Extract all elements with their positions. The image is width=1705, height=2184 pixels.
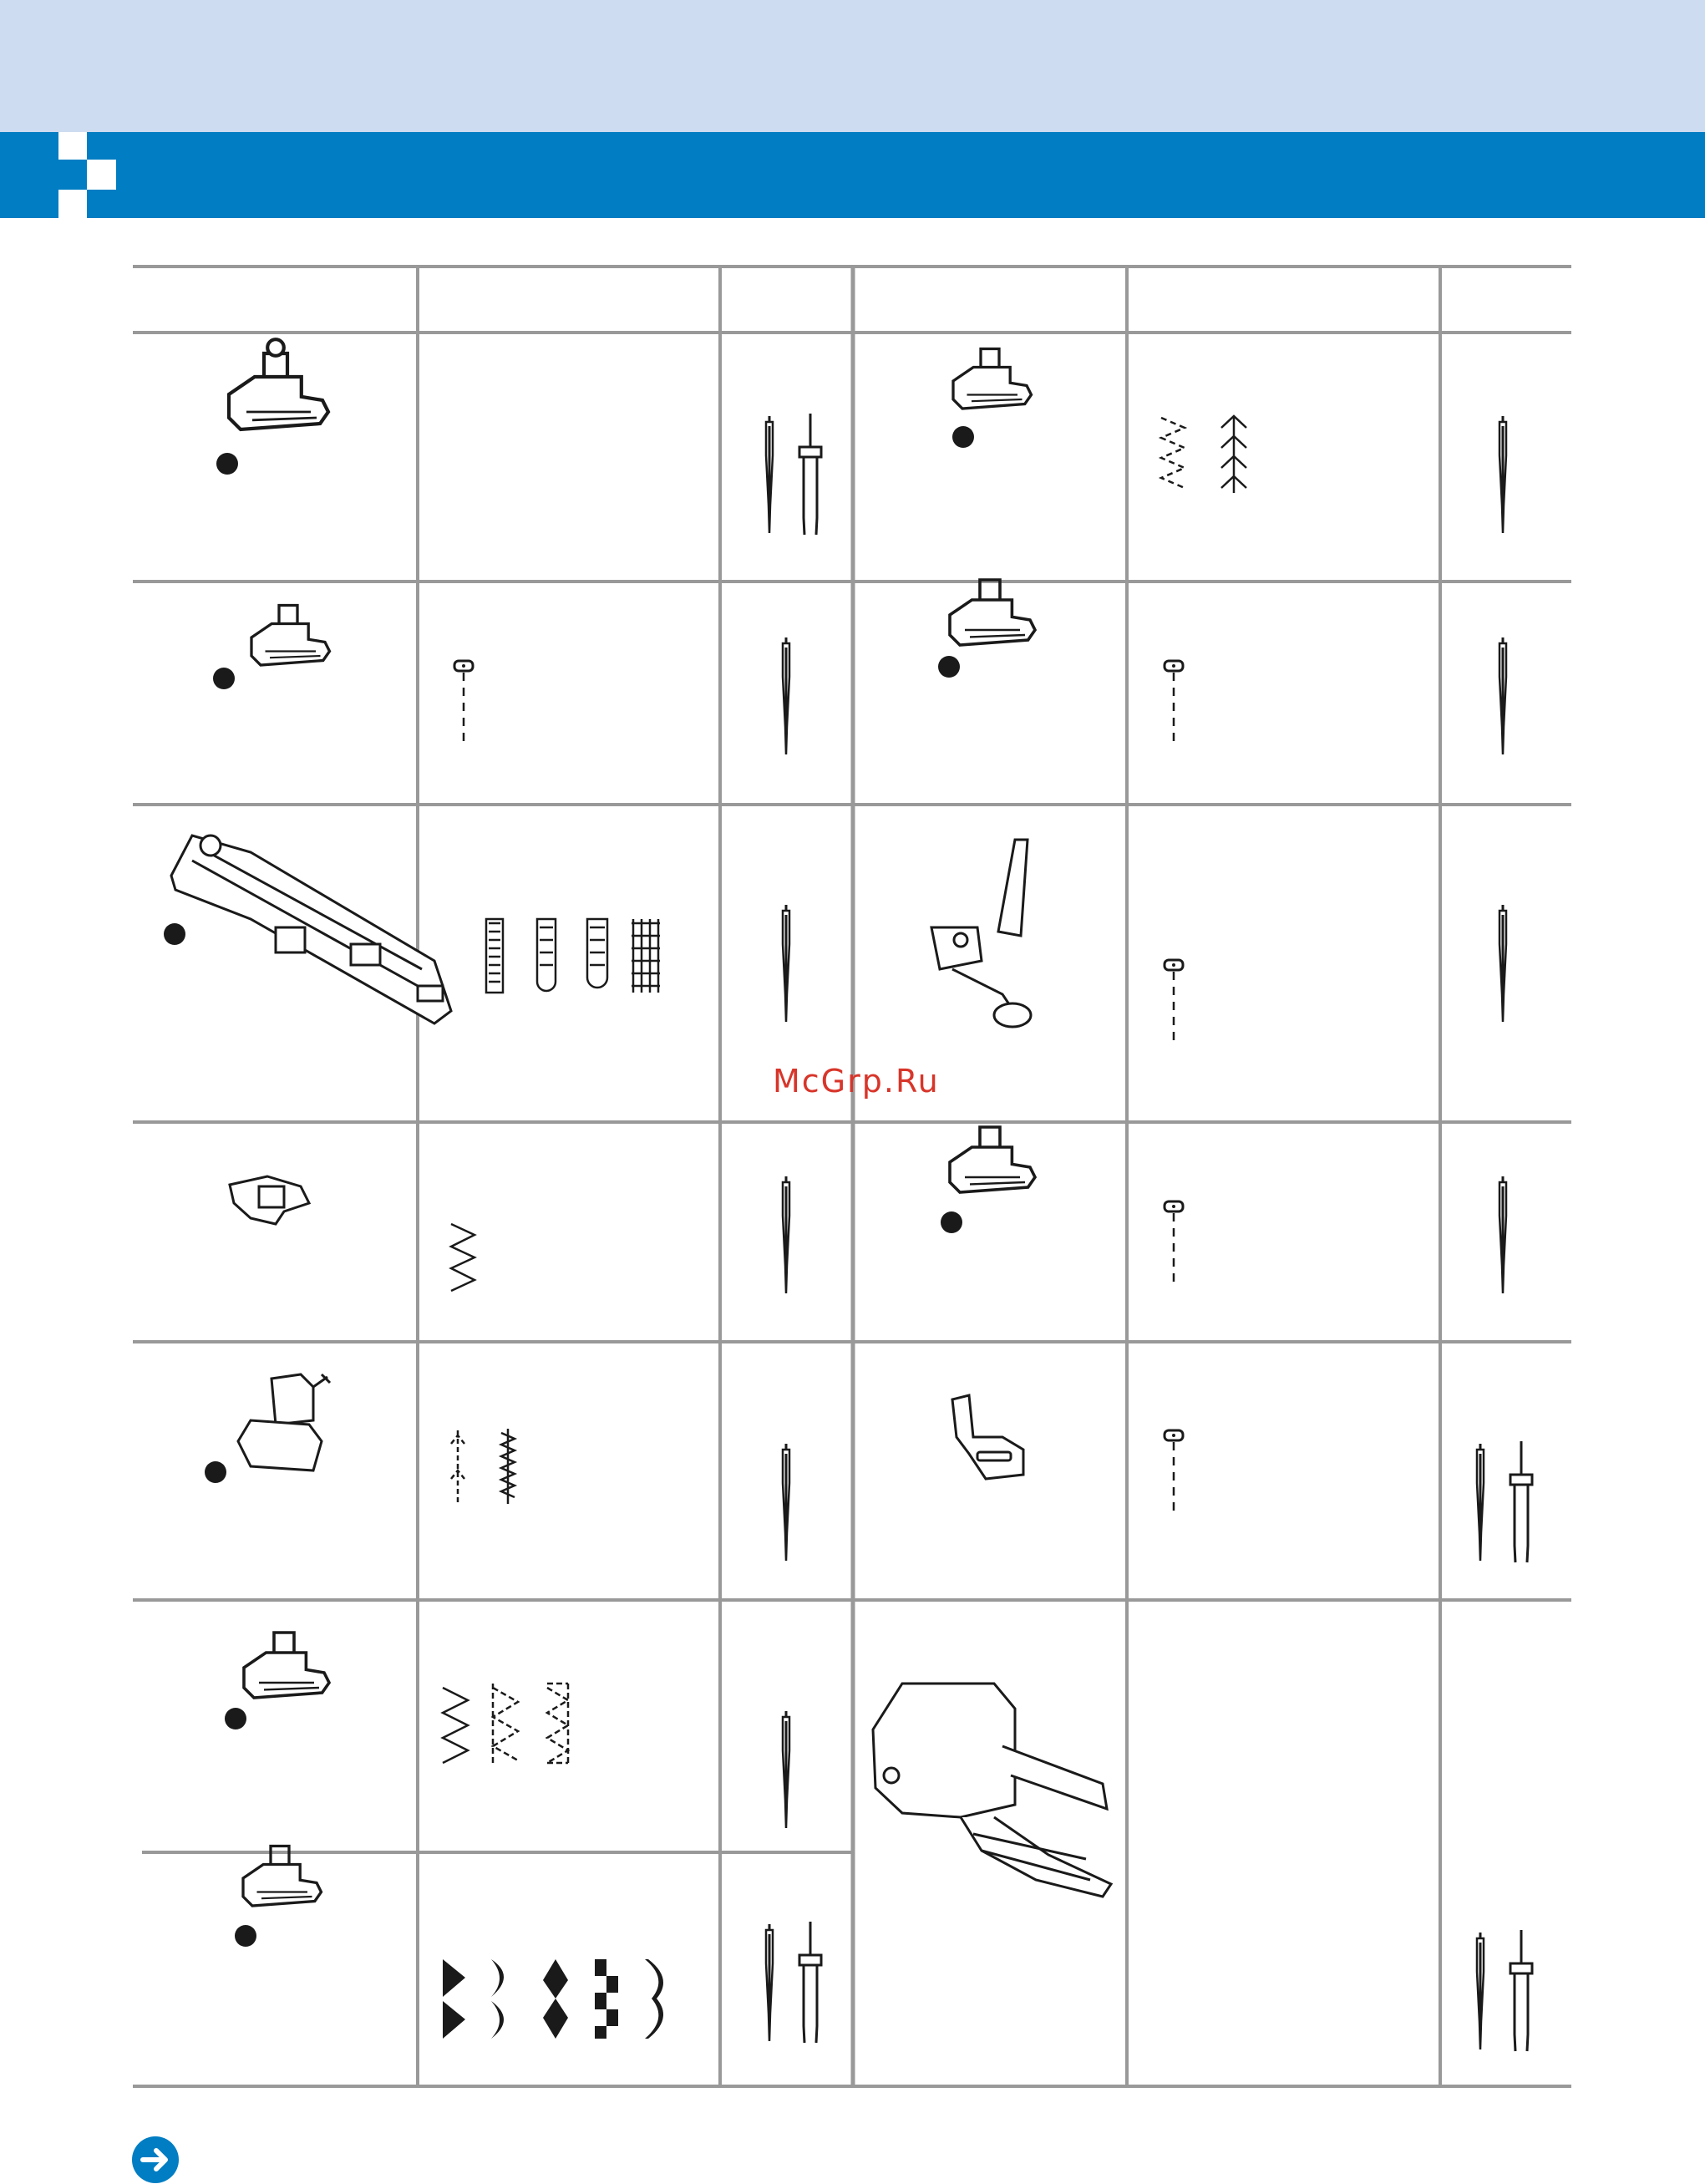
button-sewing-foot-image (230, 1176, 309, 1224)
straight-stitch-icon (1165, 960, 1183, 1040)
straight-stitch-icon (454, 661, 473, 741)
straight-stitch-foot-image (952, 1395, 1023, 1479)
table-grid (133, 267, 1571, 2086)
needle-twin-icon (1510, 1930, 1532, 2051)
foot-marker-dot (213, 668, 235, 689)
needle-single-icon (1499, 637, 1506, 754)
straight-stitch-icon (1165, 661, 1183, 741)
needle-single-icon (766, 1924, 773, 2041)
satin-decorative-stitch-icons (443, 1959, 663, 2039)
foot-marker-dot (164, 923, 185, 945)
needle-single-icon (1499, 416, 1506, 533)
darning-foot-image (931, 840, 1031, 1027)
zigzag-stitch-icon (451, 1224, 474, 1291)
buttonhole-foot-image (171, 836, 451, 1023)
foot-marker-dot (216, 453, 238, 475)
needle-twin-icon (1510, 1441, 1532, 1562)
buttonhole-stitch-icons (486, 919, 660, 993)
needle-single-icon (766, 416, 773, 533)
overlock-stitch-icon (1161, 416, 1246, 493)
foot-marker-dot (205, 1461, 226, 1483)
foot-marker-dot (952, 426, 974, 448)
monogramming-foot-image (243, 1846, 322, 1907)
watermark: McGrp.Ru (773, 1063, 940, 1100)
needle-single-icon (783, 905, 789, 1022)
needle-single-icon (1499, 1176, 1506, 1293)
blind-stitch-foot-image (238, 1374, 330, 1470)
quarter-inch-foot-image (950, 1127, 1035, 1192)
needle-single-icon (783, 1176, 789, 1293)
needle-single-icon (1477, 1444, 1484, 1561)
needle-twin-icon (799, 414, 821, 535)
foot-marker-dot (938, 656, 960, 678)
needle-single-icon (783, 1444, 789, 1561)
overlock-foot-image (953, 349, 1032, 409)
blind-stitch-icons (451, 1429, 515, 1504)
straight-stitch-icon (1165, 1430, 1183, 1511)
foot-marker-dot (235, 1925, 256, 1947)
overcasting-foot-image (244, 1633, 329, 1698)
needle-twin-icon (799, 1922, 821, 2043)
zipper-foot-image (251, 606, 330, 666)
zigzag-foot-image (229, 339, 328, 429)
needle-single-icon (783, 1711, 789, 1828)
foot-marker-dot (225, 1708, 246, 1729)
needle-single-icon (1477, 1933, 1484, 2049)
needle-single-icon (783, 637, 789, 754)
foot-marker-dot (941, 1211, 962, 1233)
overcasting-stitch-icons (443, 1684, 568, 1763)
arrow-right-circle-icon[interactable] (131, 2136, 180, 2184)
walking-foot-image (873, 1684, 1111, 1897)
cording-foot-image (950, 580, 1035, 645)
needle-single-icon (1499, 905, 1506, 1022)
straight-stitch-icon (1165, 1201, 1183, 1282)
